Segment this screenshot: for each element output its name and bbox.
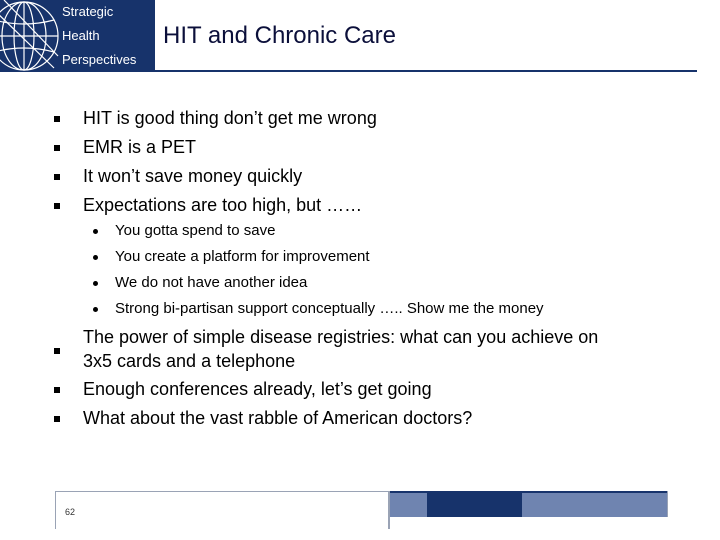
bullet-marker [54, 145, 60, 151]
logo [0, 0, 155, 72]
logo-line-perspectives: Perspectives [62, 52, 137, 67]
slide-title: HIT and Chronic Care [163, 22, 396, 49]
sub-bullet-marker [93, 255, 98, 260]
logo-text [62, 0, 136, 72]
sub-bullet-item: You create a platform for improvement [115, 248, 370, 265]
sub-bullet-marker [93, 281, 98, 286]
bullet-marker [54, 348, 60, 354]
page-number: 62 [65, 507, 76, 517]
bullet-item: Expectations are too high, but …… [83, 195, 363, 215]
footer-divider [389, 491, 390, 529]
bullet-marker [54, 387, 60, 393]
bullet-item: The power of simple disease registries: what can you achieve on [83, 327, 599, 347]
footer-accent-left [389, 493, 427, 517]
bullet-marker [54, 203, 60, 209]
footer-divider-right [667, 491, 668, 517]
sub-bullet-item: We do not have another idea [115, 274, 308, 291]
sub-bullet-marker [93, 229, 98, 234]
footer-accent-right [522, 493, 667, 517]
bullet-marker [54, 116, 60, 122]
logo-line-strategic: Strategic [62, 4, 114, 19]
bullet-item: What about the vast rabble of American doctors? [83, 408, 473, 428]
title-divider [155, 70, 697, 72]
footer-accent-middle [427, 493, 522, 517]
sub-bullet-marker [93, 307, 98, 312]
footer-frame [55, 491, 389, 529]
bullet-item-continuation: 3x5 cards and a telephone [83, 351, 296, 371]
bullet-item: HIT is good thing don’t get me wrong [83, 108, 377, 128]
bullet-item: It won’t save money quickly [83, 166, 303, 186]
bullet-item: Enough conferences already, let’s get going [83, 379, 432, 399]
globe-icon [0, 0, 64, 72]
bullet-marker [54, 174, 60, 180]
sub-bullet-item: You gotta spend to save [115, 222, 276, 239]
bullet-marker [54, 416, 60, 422]
bullet-item: EMR is a PET [83, 137, 197, 157]
sub-bullet-item: Strong bi-partisan support conceptually ….. Show me the money [115, 300, 544, 317]
logo-line-health: Health [62, 28, 100, 43]
